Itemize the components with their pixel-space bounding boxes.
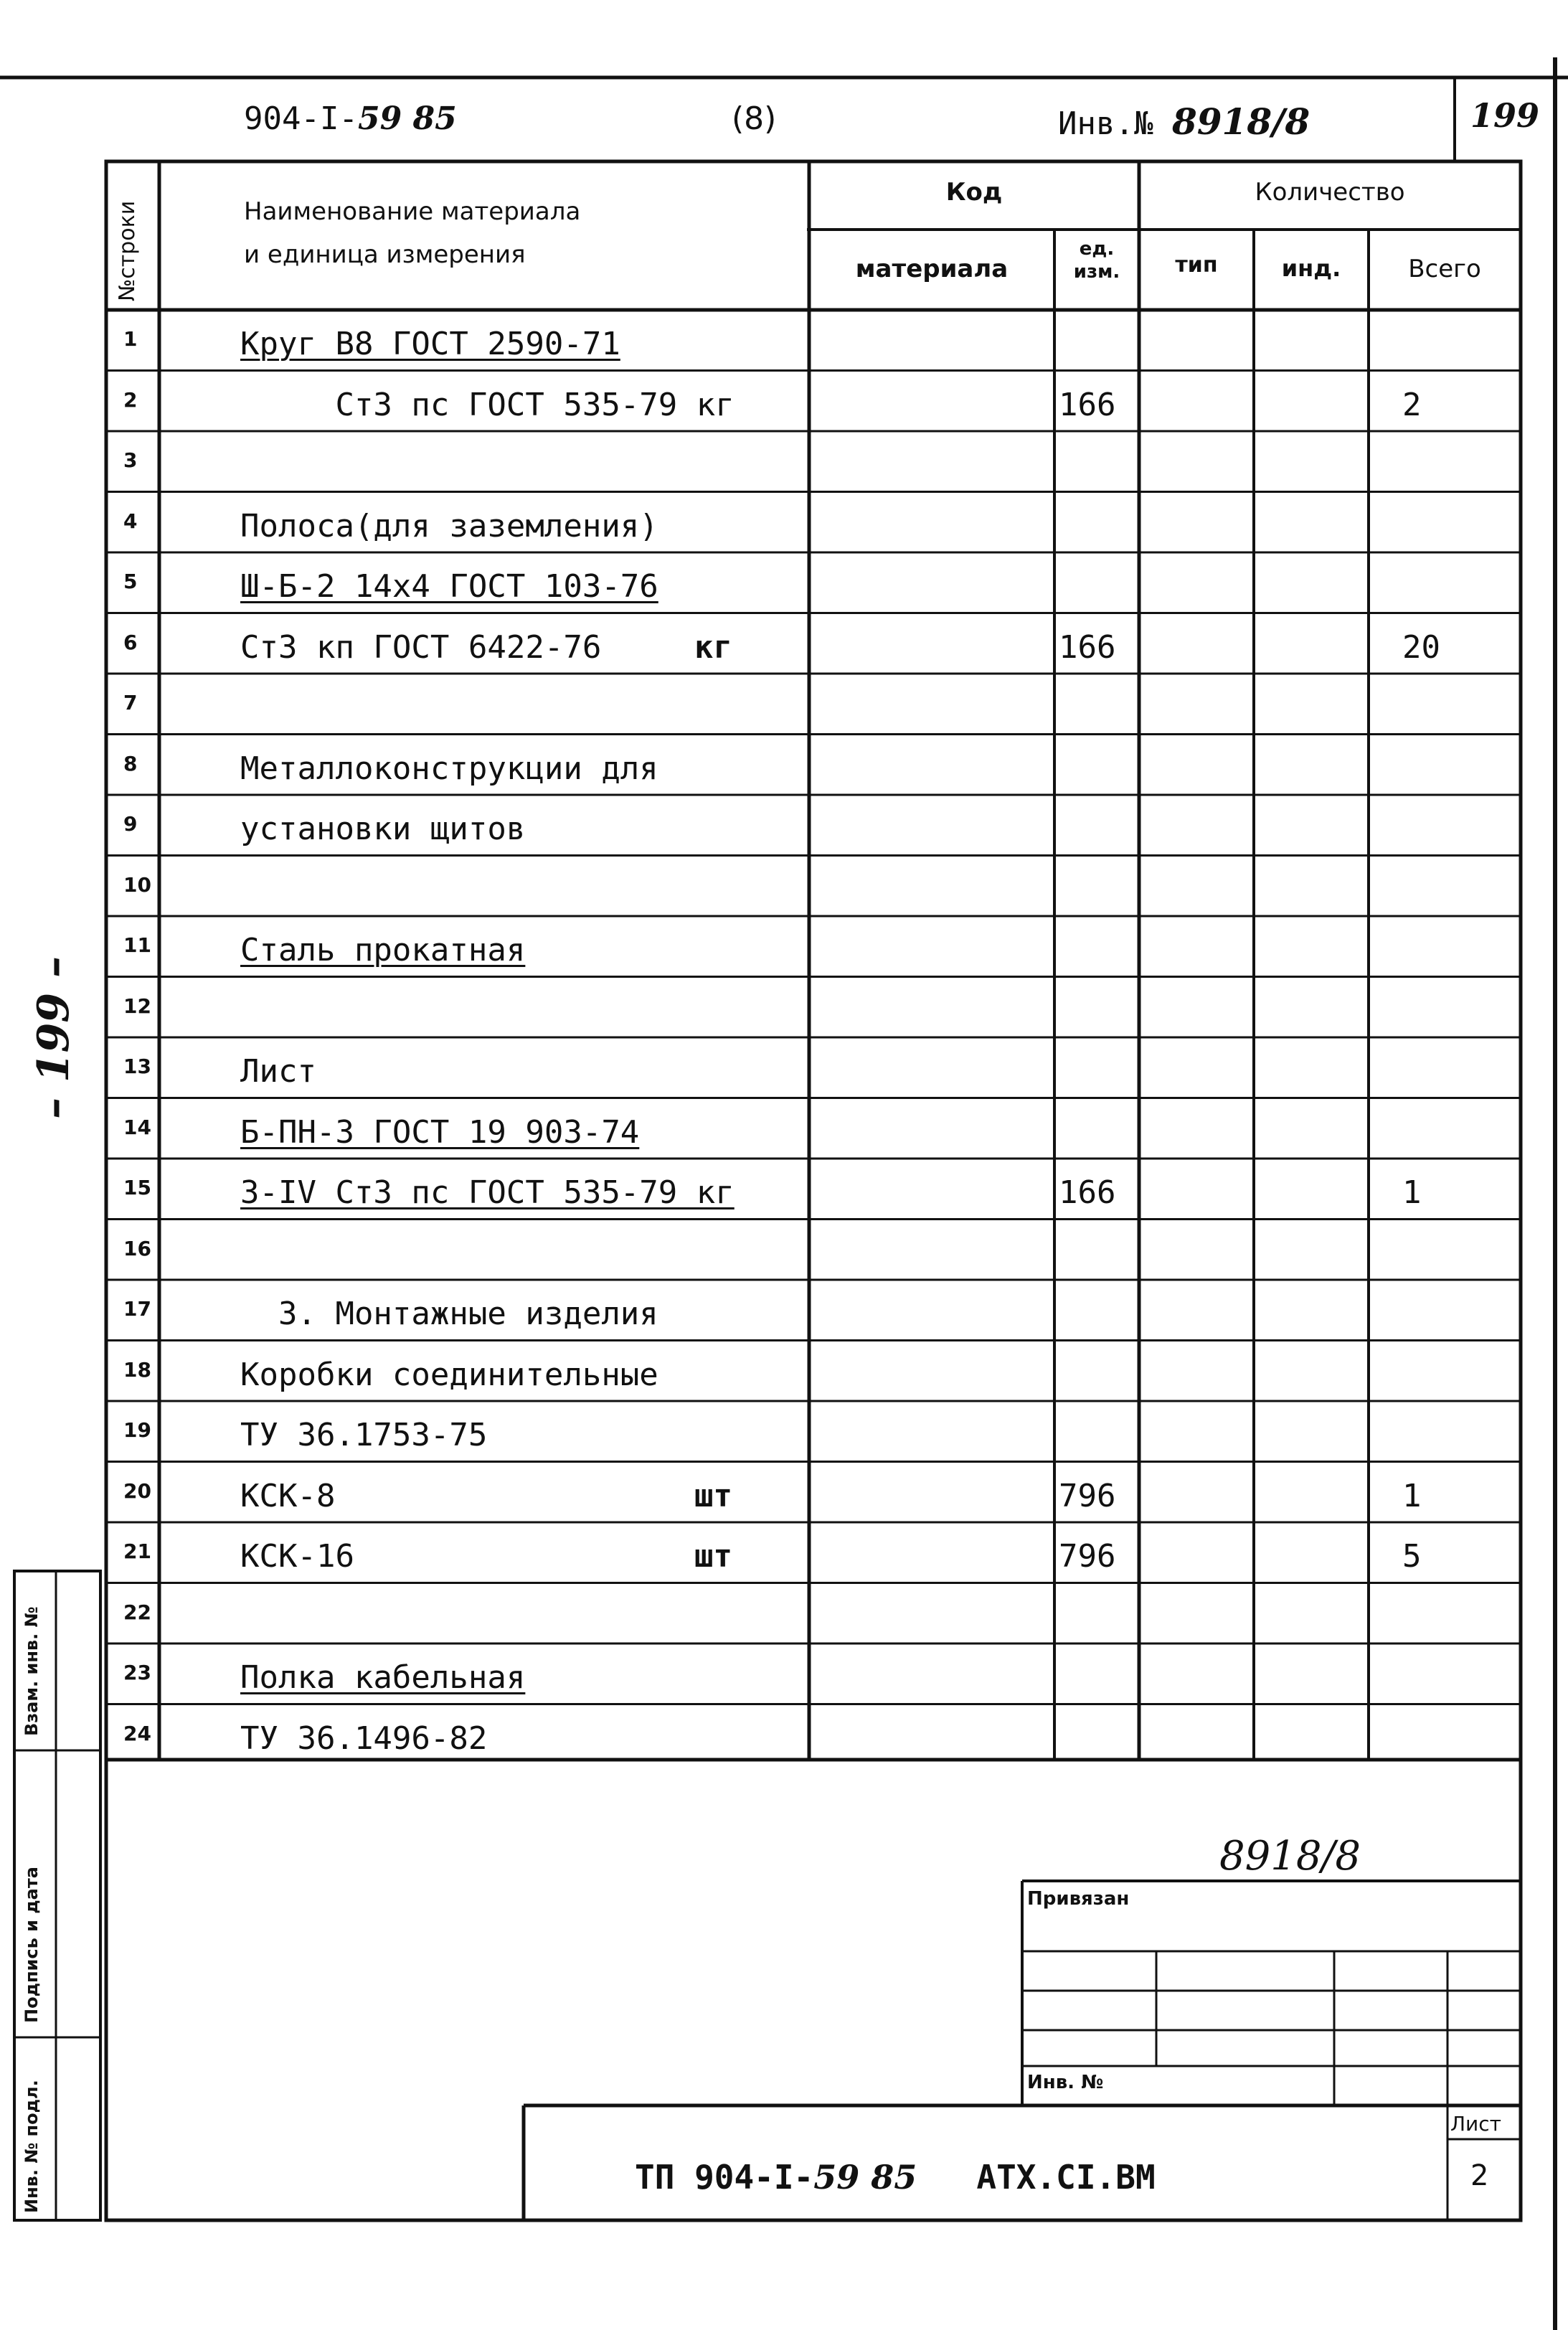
header-code-unit-2: изм. [1073, 261, 1120, 283]
row-unit-code: 166 [1059, 628, 1116, 666]
row-name: Полоса(для заземления) [240, 507, 658, 544]
row-number: 17 [123, 1297, 151, 1321]
row-unit-code: 166 [1059, 386, 1116, 423]
row-unit: шт [694, 1477, 732, 1514]
row-number: 19 [123, 1418, 151, 1442]
row-number: 20 [123, 1478, 151, 1503]
row-number: 14 [123, 1115, 151, 1139]
side-vzam-inv: Взам. инв. № [22, 1606, 42, 1736]
page-number: 199 [1470, 96, 1540, 135]
row-number: 23 [123, 1661, 151, 1684]
row-name: ТУ 36.1753-75 [240, 1417, 488, 1453]
stamp-sheet-value: 2 [1470, 2159, 1489, 2192]
stamp-inv-no: Инв. № [1027, 2072, 1104, 2093]
header-row-number: №строки [115, 200, 140, 301]
row-name: КСК-8 [240, 1477, 336, 1514]
row-number: 7 [123, 691, 138, 714]
row-unit-code: 796 [1059, 1477, 1116, 1514]
row-name: Коробки соединительные [240, 1356, 658, 1393]
row-total: 1 [1402, 1477, 1422, 1514]
row-unit: шт [694, 1538, 732, 1575]
row-name: Лист [240, 1053, 316, 1090]
inventory-number: Инв.№ 8918/8 [1058, 100, 1310, 143]
row-unit-code: 796 [1059, 1538, 1116, 1575]
side-inv-podl: Инв. № подл. [22, 2080, 42, 2213]
row-name: ТУ 36.1496-82 [240, 1720, 488, 1757]
stamp-privyazan: Привязан [1027, 1888, 1130, 1910]
row-name: Б-ПН-3 ГОСТ 19 903-74 [240, 1113, 640, 1151]
row-name: Ст3 пс ГОСТ 535-79 кг [240, 386, 735, 423]
row-number: 24 [123, 1721, 151, 1745]
side-page-mark: – 199 – [29, 956, 79, 1119]
row-name: Круг В8 ГОСТ 2590-71 [240, 326, 620, 362]
row-number: 13 [123, 1055, 151, 1078]
row-unit: кг [694, 628, 732, 666]
header-name-line2: и единица измерения [244, 240, 526, 269]
row-number: 6 [123, 630, 138, 654]
header-code-unit-1: ед. [1079, 238, 1115, 260]
sheet-in-parens: (8) [732, 100, 777, 137]
row-number: 18 [123, 1357, 151, 1382]
row-number: 12 [123, 994, 151, 1018]
header-code-group: Код [945, 178, 1003, 207]
stamp-doc-code: ТП 904-I-59 85 АТХ.СI.ВМ [635, 2158, 1156, 2197]
row-number: 3 [123, 448, 138, 472]
row-name: Ш-Б-2 14х4 ГОСТ 103-76 [240, 568, 658, 605]
row-number: 15 [123, 1176, 151, 1199]
row-number: 10 [123, 872, 151, 897]
row-number: 4 [123, 509, 138, 533]
stamp-handwritten-inv: 8918/8 [1219, 1833, 1361, 1879]
row-total: 2 [1402, 386, 1422, 423]
header-qty-total: Всего [1408, 255, 1481, 283]
row-unit-code: 166 [1059, 1174, 1116, 1211]
row-number: 16 [123, 1236, 151, 1260]
stamp-sheet-label: Лист [1450, 2112, 1501, 2136]
row-number: 11 [123, 933, 151, 957]
row-total: 1 [1402, 1174, 1422, 1211]
side-podpis-data: Подпись и дата [22, 1867, 42, 2023]
row-number: 1 [123, 327, 138, 351]
row-name: Сталь прокатная [240, 932, 526, 968]
row-total: 20 [1402, 628, 1440, 666]
row-number: 22 [123, 1600, 151, 1624]
row-number: 8 [123, 751, 138, 775]
row-name: 3-IV Ст3 пс ГОСТ 535-79 кг [240, 1174, 735, 1211]
row-name: Ст3 кп ГОСТ 6422-76 [240, 628, 602, 666]
row-number: 9 [123, 812, 138, 836]
row-name: Полка кабельная [240, 1659, 526, 1696]
row-name: установки щитов [240, 811, 526, 847]
row-number: 2 [123, 387, 138, 412]
doc-number: 904-I-59 85 [244, 100, 457, 137]
header-qty-type: тип [1175, 253, 1218, 278]
row-number: 5 [123, 570, 138, 593]
header-qty-ind: инд. [1281, 255, 1341, 282]
header-qty-group: Количество [1255, 178, 1405, 207]
header-code-material: материала [855, 255, 1009, 283]
row-total: 5 [1402, 1538, 1422, 1575]
row-name: 3. Монтажные изделия [240, 1296, 658, 1332]
row-name: Металлоконструкции для [240, 750, 658, 787]
row-number: 21 [123, 1539, 151, 1563]
row-name: КСК-16 [240, 1538, 354, 1575]
header-name-line1: Наименование материала [244, 197, 581, 226]
